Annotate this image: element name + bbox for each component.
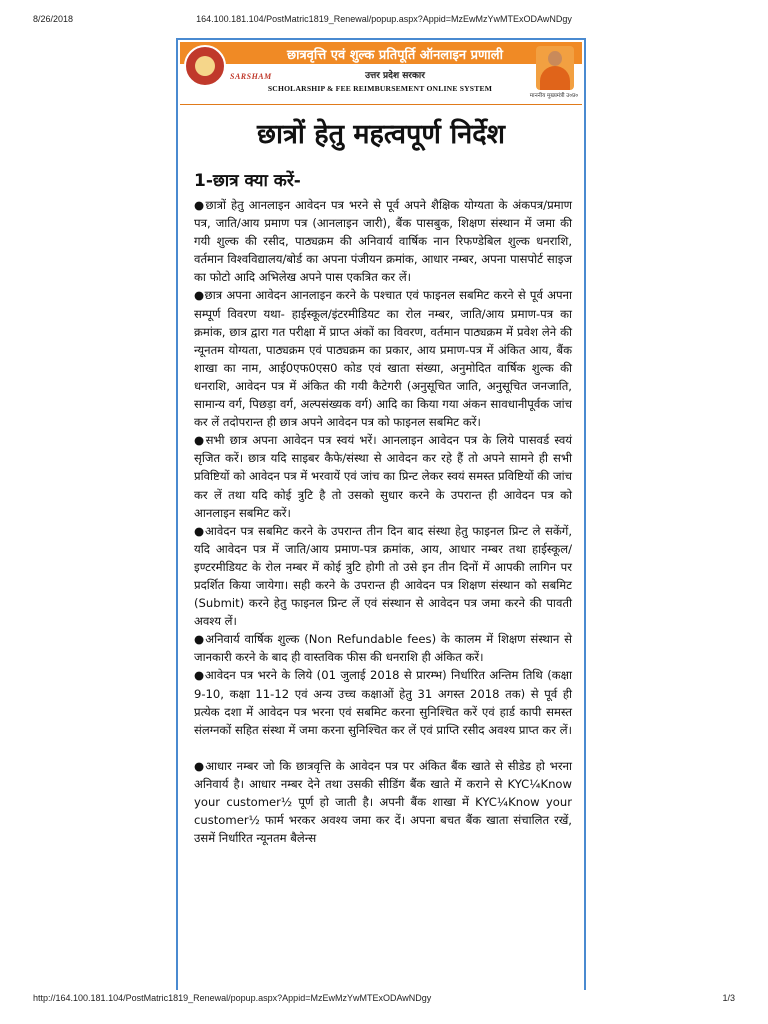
print-footer bbox=[0, 993, 768, 1007]
brand-logo-text: SARSHAM bbox=[230, 72, 272, 81]
chief-minister-photo bbox=[536, 46, 574, 90]
instruction-paragraph: ●आवेदन पत्र भरने के लिये (01 जुलाई 2018 से प्रारम्भ) निर्धारित अन्तिम तिथि (कक्षा 9-10, कक्षा 11-12 एवं अन्य उच्च कक्षाओं हेतु 31 अगस्त 2018 तक) से पूर्व ही प्रत्येक दशा में आवेदन पत्र भरना एवं सबमिट करना सुनिश्चित करें एवं हार्ड कापी समस्त संलग्नकों सहित संस्था में जमा करना सुनिश्चित कर लें एवं प्राप्ति रसीद अवश्य प्राप्त कर लें। bbox=[194, 668, 572, 737]
portal-title-english: SCHOLARSHIP & FEE REIMBURSEMENT ONLINE SYSTEM bbox=[267, 84, 493, 93]
print-footer-url: http://164.100.181.104/PostMatric1819_Renewal/popup.aspx?Appid=MzEwMzYwMTExODAwNDgy bbox=[33, 993, 432, 1003]
instruction-paragraph: ●छात्रों हेतु आनलाइन आवेदन पत्र भरने से पूर्व अपने शैक्षिक योग्यता के अंकपत्र/प्रमाण पत्र, जाति/आय प्रमाण पत्र (आनलाइन जारी), बैंक पासबुक, शिक्षण संस्थान में जमा की गयी शुल्क की रसीद, पाठ्यक्रम की अनिवार्य वार्षिक नान रिफण्डेबिल शुल्क धनराशि, वर्तमान विश्वविद्यालय/बोर्ड का अपना पंजीयन क्रमांक, आधार नम्बर, अपना पासपोर्ट साइज का फोटो आदि अभिलेख अपने पास एकत्रित कर लें। bbox=[194, 198, 572, 285]
instruction-paragraph: ●अनिवार्य वार्षिक शुल्क (Non Refundable fees) के कालम में शिक्षण संस्थान से जानकारी करने के बाद ही वास्तविक फीस की धनराशि ही अंकित करें। bbox=[194, 632, 572, 665]
instructions-body bbox=[194, 196, 572, 847]
page-number: 1/3 bbox=[722, 993, 735, 1003]
instruction-paragraph: ●सभी छात्र अपना आवेदन पत्र स्वयं भरें। आनलाइन आवेदन पत्र के लिये पासवर्ड स्वयं सृजित करें। छात्र यदि साइबर कैफे/संस्था से आवेदन कर रहे हैं तो अपने सामने ही सभी प्रविष्टियों को आवेदन पत्र में भरवायें एवं जांच का प्रिन्ट लेकर स्वयं समस्त प्रविष्टियों की जांच कर लें तथा यदि कोई त्रुटि है तो उसको सुधार करने के उपरान्त ही आवेदन पत्र को आनलाइन सबमिट करें। bbox=[194, 433, 572, 520]
instruction-paragraph: ●आवेदन पत्र सबमिट करने के उपरान्त तीन दिन बाद संस्था हेतु फाइनल प्रिन्ट ले सकेंगें, यदि आवेदन पत्र में जाति/आय प्रमाण-पत्र क्रमांक, आय, आधार नम्बर तथा हाईस्कूल/इण्टरमीडियट के रोल नम्बर में कोई त्रुटि होगी तो उसे इन तीन दिनों में आपकी लागिन पर प्रदर्शित किया जायेगा। सही करने के उपरान्त ही आवेदन पत्र शिक्षण संस्थान को सबमिट (Submit) करने हेतु फाइनल प्रिन्ट लें एवं संस्थान से आवेदन पत्र जमा करने की पावती अवश्य लें। bbox=[194, 523, 572, 629]
photo-caption: माननीय मुख्यमंत्री उ०प्र० bbox=[529, 93, 579, 99]
up-emblem-icon bbox=[184, 45, 226, 87]
portal-banner bbox=[180, 42, 582, 105]
instruction-paragraph: ●आधार नम्बर जो कि छात्रवृत्ति के आवेदन पत्र पर अंकित बैंक खाते से सीडेड हो भरना अनिवार्य है। आधार नम्बर देने तथा उसकी सीडिंग बैंक खाते में कराने से KYC¼Know your customer½ पूर्ण हो जाती है। अपनी बैंक शाखा में KYC¼Know your customer½ फार्म भरकर अवश्य जमा कर दें। अपना बचत बैंक खाता संचालित रखें, उसमें निर्धारित न्यूनतम बैलेन्स bbox=[194, 758, 572, 846]
print-header bbox=[0, 14, 768, 28]
instruction-paragraph: ●छात्र अपना आवेदन आनलाइन करने के पश्चात एवं फाइनल सबमिट करने से पूर्व अपना सम्पूर्ण विवरण यथा- हाईस्कूल/इंटरमीडियट का रोल नम्बर, जाति/आय प्रमाण-पत्र का क्रमांक, छात्र द्वारा गत परीक्षा में प्राप्त अंकों का विवरण, वर्तमान पाठ्यक्रम में प्रवेश लेने की न्यूनतम योग्यता, पाठ्यक्रम एवं पाठ्यक्रम का प्रकार, आय प्रमाण-पत्र में अंकित आय, बैंक शाखा का नाम, आई0एफ0एस0 कोड एवं खाता संख्या, अनुमोदित वार्षिक शुल्क की धनराशि, आवेदन पत्र में अंकित की गयी कैटेगरी (अनुसूचित जाति, अनुसूचित जनजाति, सामान्य वर्ग, पिछड़ा वर्ग, अल्पसंख्यक वर्ग) आदि का किया गया अंकन सावधानीपूर्वक जांच कर लें तदोपरान्त ही छात्र अपने आवेदन पत्र को फाइनल सबमिट करें। bbox=[194, 288, 572, 430]
print-header-url: 164.100.181.104/PostMatric1819_Renewal/popup.aspx?Appid=MzEwMzYwMTExODAwNDgy bbox=[196, 14, 572, 24]
page-title: छात्रों हेतु महत्वपूर्ण निर्देश bbox=[257, 119, 505, 150]
portal-title-hindi: छात्रवृत्ति एवं शुल्क प्रतिपूर्ति ऑनलाइन प्रणाली bbox=[287, 48, 503, 63]
government-name: उत्तर प्रदेश सरकार bbox=[365, 71, 425, 81]
section-heading: 1-छात्र क्या करें- bbox=[194, 171, 301, 191]
popup-frame bbox=[176, 38, 586, 990]
print-date: 8/26/2018 bbox=[33, 14, 74, 24]
